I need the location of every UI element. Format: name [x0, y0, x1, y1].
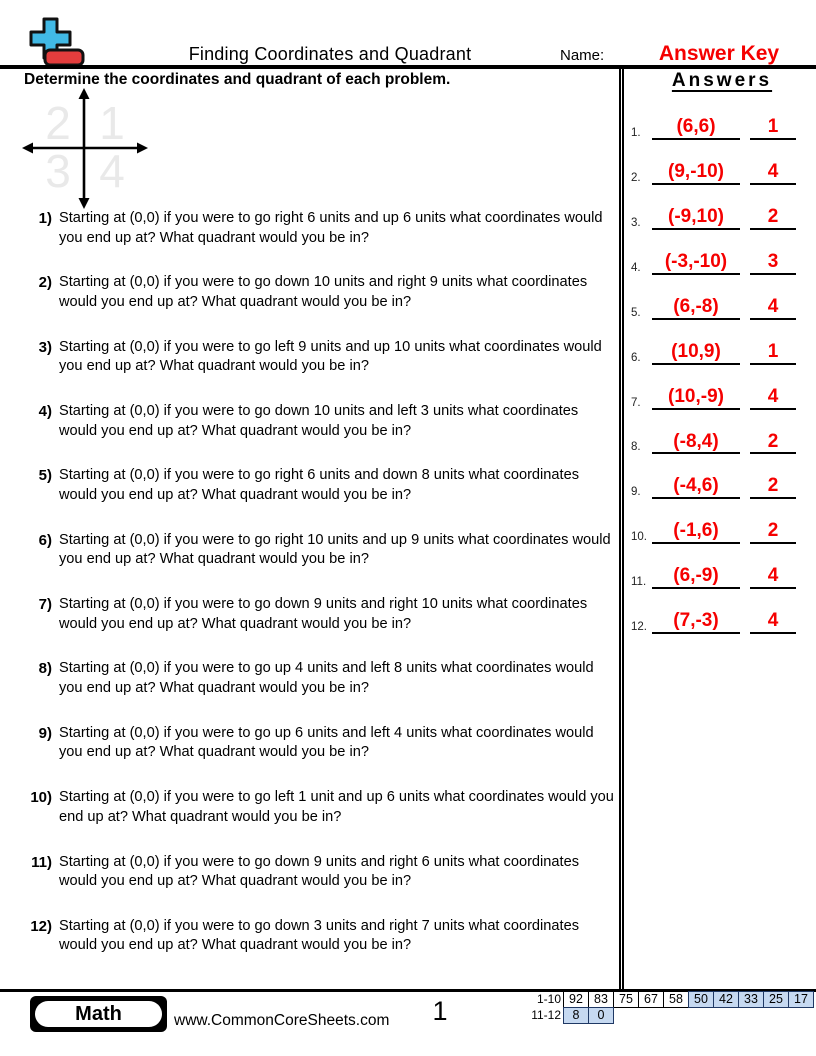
question-number: 9)	[38, 724, 52, 742]
answer-coordinates: (-8,4)	[652, 432, 740, 455]
answer-coordinates: (10,9)	[652, 342, 740, 365]
answer-number: 7.	[631, 396, 641, 409]
question-row	[24, 209, 616, 248]
answer-coordinates: (6,-8)	[652, 297, 740, 320]
answer-row	[628, 337, 816, 365]
score-cell: 8	[563, 1007, 589, 1024]
answer-number: 1.	[631, 127, 641, 139]
answer-quadrant: 1	[750, 342, 796, 365]
score-cell: 75	[613, 991, 639, 1008]
answer-quadrant: 2	[750, 476, 796, 499]
answer-coordinates: (7,-3)	[652, 611, 740, 634]
answer-row	[628, 471, 816, 499]
question-text: Starting at (0,0) if you were to go down 10 units and right 9 units what coordinates would you end up at? What quadrant would you be in?	[59, 274, 588, 310]
quadrant-3-label: 3	[45, 145, 71, 197]
answer-number: 8.	[631, 441, 641, 454]
question-number: 11)	[31, 853, 52, 871]
question-text: Starting at (0,0) if you were to go down 3 units and right 7 units what coordinates would you end up at? What quadrant would you be in?	[59, 917, 579, 954]
arrow-left	[22, 143, 33, 154]
answers-heading: Answers	[671, 70, 773, 91]
score-cell: 33	[738, 991, 764, 1008]
answer-number: 5.	[631, 306, 641, 319]
score-cell: 17	[788, 991, 814, 1008]
question-row	[24, 917, 616, 956]
answer-number: 12.	[631, 621, 647, 634]
answer-quadrant: 4	[750, 297, 796, 320]
score-cell: 0	[588, 1007, 614, 1024]
page-number: 1	[432, 996, 448, 1026]
quadrant-1-label: 1	[99, 97, 125, 149]
arrow-right	[137, 143, 148, 154]
answer-coordinates: (-3,-10)	[652, 252, 740, 275]
answer-key-label: Answer Key	[658, 42, 780, 65]
question-text: Starting at (0,0) if you were to go left 1 unit and up 6 units what coordinates would you end up at? What quadrant would you be in?	[59, 789, 614, 825]
quadrant-2-label: 2	[45, 97, 71, 149]
website-url: www.CommonCoreSheets.com	[174, 1012, 390, 1029]
score-cell: 92	[563, 991, 589, 1008]
score-row	[518, 1007, 814, 1024]
answer-coordinates: (10,-9)	[652, 387, 740, 410]
answer-number: 6.	[631, 351, 641, 364]
quadrant-4-label: 4	[99, 145, 125, 197]
answer-quadrant: 4	[750, 566, 796, 589]
question-row	[24, 402, 616, 441]
question-row	[24, 273, 616, 312]
question-text: Starting at (0,0) if you were to go up 4 units and left 8 units what coordinates would you end up at? What quadrant would you be in?	[59, 660, 594, 697]
score-cell: 50	[688, 991, 714, 1008]
answer-row	[628, 202, 816, 230]
plus-minus-logo	[14, 10, 94, 68]
question-row	[24, 853, 616, 892]
score-row-label: 1-10	[536, 992, 561, 1006]
answer-number: 11.	[631, 576, 647, 589]
question-number: 2)	[38, 274, 52, 292]
question-number: 3)	[38, 338, 52, 356]
question-row	[24, 531, 616, 570]
answer-quadrant: 2	[750, 432, 796, 455]
score-row	[518, 991, 814, 1008]
question-row	[24, 788, 616, 827]
answer-quadrant: 1	[750, 117, 796, 140]
minus-icon	[45, 50, 83, 65]
answer-coordinates: (9,-10)	[652, 162, 740, 185]
question-text: Starting at (0,0) if you were to go down 10 units and left 3 units what coordinates would you end up at? What quadrant would you be in?	[59, 403, 579, 439]
answer-row	[628, 112, 816, 140]
question-row	[24, 595, 616, 634]
answer-coordinates: (-4,6)	[652, 476, 740, 499]
answer-number: 3.	[631, 216, 641, 229]
column-divider	[619, 69, 624, 989]
answer-quadrant: 4	[750, 162, 796, 185]
question-number: 1)	[38, 210, 52, 227]
name-label: Name:	[560, 47, 605, 64]
answer-quadrant: 2	[750, 207, 796, 230]
answer-row	[628, 516, 816, 544]
arrow-up	[79, 88, 90, 99]
answer-row	[628, 426, 816, 454]
answer-coordinates: (-9,10)	[652, 207, 740, 230]
question-number: 10)	[30, 789, 52, 807]
question-number: 4)	[38, 403, 52, 421]
question-row	[24, 724, 616, 763]
answer-row	[628, 292, 816, 320]
answer-coordinates: (-1,6)	[652, 521, 740, 544]
question-text: Starting at (0,0) if you were to go up 6 units and left 4 units what coordinates would you end up at? What quadrant would you be in?	[59, 724, 594, 761]
answer-coordinates: (6,-9)	[652, 566, 740, 589]
answer-number: 9.	[631, 486, 641, 499]
answer-quadrant: 4	[750, 611, 796, 634]
question-text: Starting at (0,0) if you were to go left 9 units and up 10 units what coordinates would you end up at? What quadrant would you be in?	[59, 338, 602, 375]
question-row	[24, 466, 616, 505]
score-cell: 58	[663, 991, 689, 1008]
score-cell: 83	[588, 991, 614, 1008]
answer-number: 4.	[631, 261, 641, 274]
question-number: 6)	[38, 531, 52, 549]
answer-number: 10.	[631, 531, 647, 544]
answer-row	[628, 382, 816, 410]
question-number: 7)	[38, 596, 52, 614]
question-text: Starting at (0,0) if you were to go right 10 units and up 9 units what coordinates would you end up at? What quadrant would you be in?	[59, 531, 611, 568]
score-cell: 25	[763, 991, 789, 1008]
question-row	[24, 338, 616, 377]
header-divider-line	[0, 65, 816, 69]
answer-quadrant: 2	[750, 521, 796, 544]
answer-coordinates: (6,6)	[652, 117, 740, 140]
score-table	[518, 991, 814, 1024]
question-text: Starting at (0,0) if you were to go down 9 units and right 6 units what coordinates would you end up at? What quadrant would you be in?	[59, 853, 579, 890]
score-cell: 67	[638, 991, 664, 1008]
answer-quadrant: 4	[750, 387, 796, 410]
answer-quadrant: 3	[750, 252, 796, 275]
page-title: Finding Coordinates and Quadrant	[188, 44, 472, 64]
subject-badge	[30, 996, 167, 1032]
subject-badge-label: Math	[35, 1001, 162, 1027]
question-text: Starting at (0,0) if you were to go right 6 units and up 6 units what coordinates would you end up at? What quadrant would you be in?	[59, 210, 603, 246]
score-cell: 42	[713, 991, 739, 1008]
answer-row	[628, 157, 816, 185]
answer-number: 2.	[631, 171, 641, 184]
question-number: 8)	[38, 660, 52, 678]
answer-row	[628, 561, 816, 589]
question-row	[24, 659, 616, 698]
arrow-down	[79, 198, 90, 209]
score-row-label: 11-12	[531, 1008, 561, 1022]
question-text: Starting at (0,0) if you were to go right 6 units and down 8 units what coordinates would you end up at? What quadrant would you be in?	[59, 467, 579, 503]
quadrant-diagram	[20, 86, 160, 211]
answer-row	[628, 606, 816, 634]
answer-row	[628, 247, 816, 275]
question-number: 5)	[38, 467, 52, 485]
question-number: 12)	[30, 917, 52, 935]
instruction-text: Determine the coordinates and quadrant of each problem.	[24, 71, 451, 88]
question-text: Starting at (0,0) if you were to go down 9 units and right 10 units what coordinates would you end up at? What quadrant would you be in?	[59, 596, 588, 632]
